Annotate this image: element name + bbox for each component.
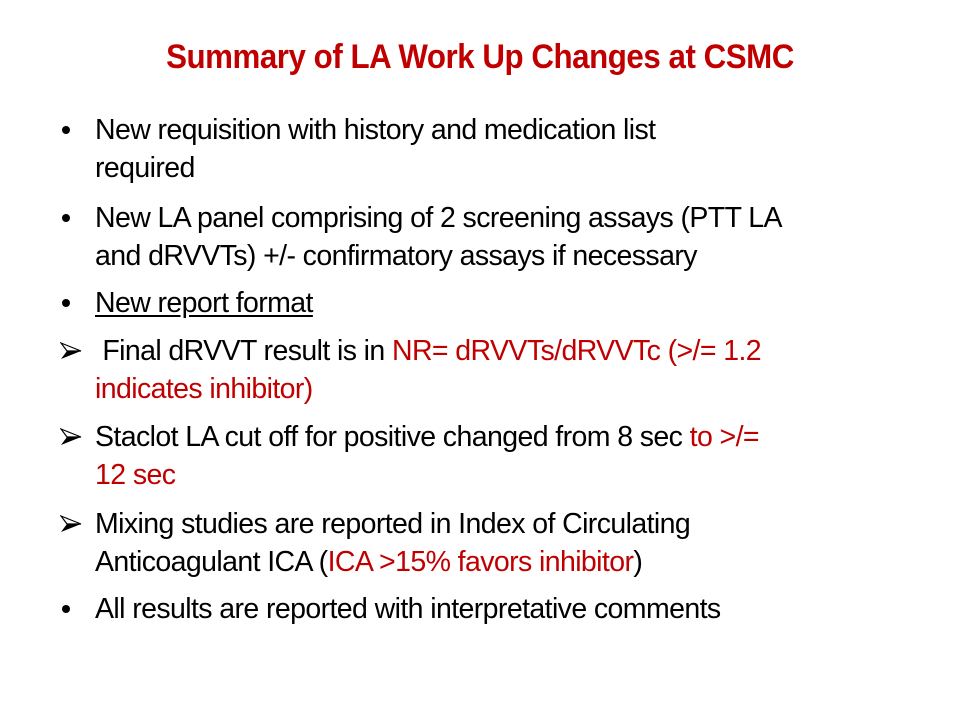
bullet-icon <box>62 126 70 134</box>
item-text-plain: Anticoagulant ICA ( <box>95 546 328 578</box>
item-text-plain-end: ) <box>633 546 643 578</box>
bullet-icon <box>62 605 70 613</box>
item-text-plain: Staclot LA cut off for positive changed from 8 sec <box>95 421 690 453</box>
bullet-icon <box>62 214 70 222</box>
bullet-item-requisition <box>58 111 928 187</box>
bullet-item-report-format <box>58 284 928 322</box>
item-text: New report format <box>95 287 313 319</box>
item-text-plain: Final dRVVT result is in <box>95 335 392 367</box>
item-text-line2: required <box>95 152 195 184</box>
item-text-line2: and dRVVTs) +/- confirmatory assays if necessary <box>95 240 697 272</box>
item-text-highlight: to >/= <box>689 421 759 453</box>
arrow-bullet-icon <box>60 515 82 533</box>
item-text: All results are reported with interpretative comments <box>95 593 721 625</box>
arrow-item-mixing-studies <box>58 505 928 581</box>
arrow-bullet-icon <box>60 342 82 360</box>
bullet-item-interpretative <box>58 590 928 628</box>
item-text-highlight: ICA >15% favors inhibitor <box>327 546 634 578</box>
bullet-icon <box>62 299 70 307</box>
item-text-highlight-line2: indicates inhibitor) <box>95 373 313 405</box>
arrow-item-staclot <box>58 418 928 494</box>
item-text-line1: Mixing studies are reported in Index of Circulating <box>95 508 691 540</box>
arrow-bullet-icon <box>60 428 82 446</box>
item-text-line1: New requisition with history and medication list <box>95 114 656 146</box>
item-text-highlight-line2: 12 sec <box>95 459 176 491</box>
slide-title: Summary of LA Work Up Changes at CSMC <box>166 38 794 76</box>
bullet-item-la-panel <box>58 199 928 275</box>
item-text-highlight: NR= dRVVTs/dRVVTc (>/= 1.2 <box>391 335 762 367</box>
arrow-item-drvvt <box>58 332 928 408</box>
item-text-line1: New LA panel comprising of 2 screening assays (PTT LA <box>95 202 782 234</box>
